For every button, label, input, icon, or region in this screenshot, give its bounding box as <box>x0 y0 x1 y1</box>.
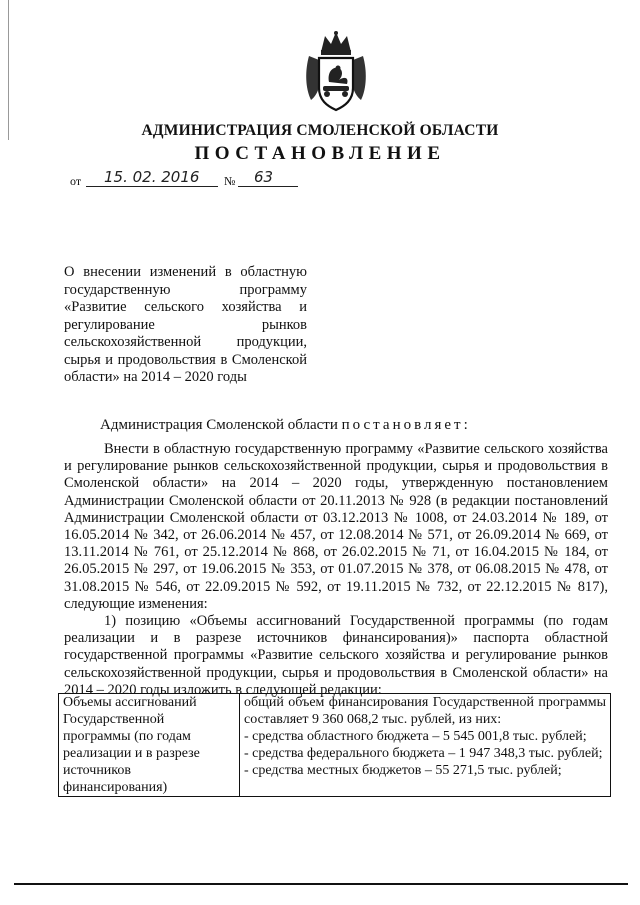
date-number-line <box>70 168 330 190</box>
funding-table <box>58 693 611 797</box>
body-paragraph-2: 1) позицию «Объемы ассигнований Государственной программы (по годам реализации и в разрезе источников финансирования)» паспорта областной государственной программы «Развитие сельского хозяйства и регулирование рынков сельскохозяйственной продукции, сырья и продовольствия в Смоленской области» на 2014 – 2020 годы изложить в следующей редакции: <box>64 613 608 698</box>
table-value-line: - средства областного бюджета – 5 545 001,8 тыс. рублей; <box>244 729 587 744</box>
document-type-title: ПОСТАНОВЛЕНИЕ <box>194 143 446 164</box>
decree-verb: постановляет: <box>341 417 471 433</box>
number-prefix-label: № <box>224 174 236 188</box>
smolensk-coat-of-arms-icon <box>303 30 369 112</box>
body-paragraph-1: Внести в областную государственную программу «Развитие сельского хозяйства и регулирование рынков сельскохозяйственной продукции, сырья и продовольствия в Смоленской области» на 2014 – 2020 годы, утвержденную постановлением Администрации Смоленской области от 20.11.2013 № 928 (в редакции постановлений Администрации Смоленской области от 03.12.2013 № 1008, от 24.03.2014 № 189, от 16.05.2014 № 342, от 26.06.2014 № 457, от 12.08.2014 № 571, от 26.09.2014 № 669, от 13.11.2014 № 761, от 25.12.2014 № 868, от 26.02.2015 № 71, от 16.04.2015 № 184, от 26.05.2015 № 297, от 19.06.2015 № 353, от 01.07.2015 № 378, от 06.08.2015 № 478, от 31.08.2015 № 546, от 22.09.2015 № 592, от 19.11.2015 № 732, от 22.12.2015 № 817), следующие изменения: <box>64 441 608 612</box>
document-body <box>64 441 608 699</box>
subject-text: О внесении изменений в областную государственную программу «Развитие сельского хозяйства и регулирование рынков сельскохозяйственной продукции, сырья и продовольствия в Смоленской области» на 2014 – 2020 годы <box>64 264 307 385</box>
document-subject <box>64 264 307 387</box>
table-value-line: общий объем финансирования Государственной программы составляет 9 360 068,2 тыс. рублей, из них: <box>244 695 606 727</box>
decree-line <box>100 417 471 434</box>
table-value-line: - средства федерального бюджета – 1 947 348,3 тыс. рублей; <box>244 746 603 761</box>
table-value-line: - средства местных бюджетов – 55 271,5 тыс. рублей; <box>244 763 562 778</box>
date-underline <box>86 186 218 187</box>
document-date: 15. 02. 2016 <box>104 168 200 186</box>
table-row <box>59 694 611 797</box>
page-bottom-rule <box>14 883 628 885</box>
table-cell-label: Объемы ассигнований Государственной программы (по годам реализации и в разрезе источников финансирования) <box>59 694 240 797</box>
number-underline <box>238 186 298 187</box>
date-prefix-label: от <box>70 174 82 188</box>
organization-name: АДМИНИСТРАЦИЯ СМОЛЕНСКОЙ ОБЛАСТИ <box>141 122 499 139</box>
table-cell-values <box>240 694 611 797</box>
decree-prefix: Администрация Смоленской области <box>100 417 338 433</box>
document-number: 63 <box>254 168 274 186</box>
scan-edge-mark <box>8 0 9 140</box>
